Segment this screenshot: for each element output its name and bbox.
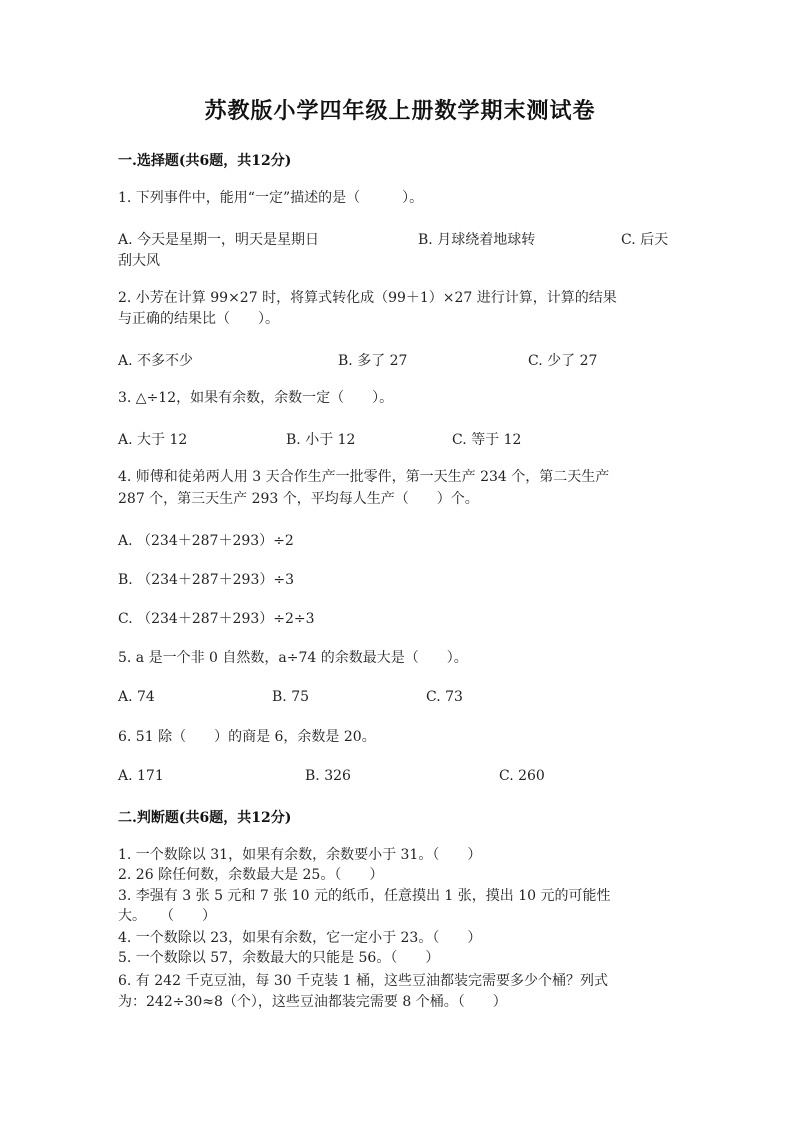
question-stem: 1. 下列事件中，能用“一定”描述的是（ ）。 bbox=[118, 190, 424, 206]
question-stem: 2. 小芳在计算 99×27 时，将算式转化成（99＋1）×27 进行计算，计算的结果 bbox=[118, 290, 617, 306]
option-b: B. 326 bbox=[305, 768, 351, 784]
option-b: B. 小于 12 bbox=[286, 432, 356, 448]
question-stem-continued: 287 个，第三天生产 293 个，平均每人生产（ ）个。 bbox=[118, 491, 479, 507]
option-a: A. 不多不少 bbox=[118, 353, 194, 369]
section-heading-choice: 一.选择题(共6题，共12分) bbox=[118, 153, 292, 169]
page-title: 苏教版小学四年级上册数学期末测试卷 bbox=[204, 98, 596, 124]
section-heading-judge: 二.判断题(共6题，共12分) bbox=[118, 810, 292, 826]
option-a: A. 171 bbox=[118, 768, 164, 784]
judge-item: 6. 有 242 千克豆油，每 30 千克装 1 桶，这些豆油都装完需要多少个桶？列式 bbox=[118, 973, 608, 989]
judge-item: 4. 一个数除以 23，如果有余数，它一定小于 23。（ ） bbox=[118, 930, 482, 946]
option-b: B. 月球绕着地球转 bbox=[418, 232, 536, 248]
option-a: A. （234＋287＋293）÷2 bbox=[118, 533, 294, 549]
option-b: B. 多了 27 bbox=[338, 353, 408, 369]
question-stem: 4. 师傅和徒弟两人用 3 天合作生产一批零件，第一天生产 234 个，第二天生产 bbox=[118, 469, 610, 485]
option-b: B. （234＋287＋293）÷3 bbox=[118, 572, 294, 588]
judge-item-continued: 为：242÷30≈8（个），这些豆油都装完需要 8 个桶。（ ） bbox=[118, 994, 507, 1010]
option-a: A. 今天是星期一，明天是星期日 bbox=[118, 232, 320, 248]
judge-item-continued: 大。 （ ） bbox=[118, 908, 216, 924]
question-stem: 6. 51 除（ ）的商是 6，余数是 20。 bbox=[118, 729, 376, 745]
option-c: C. 等于 12 bbox=[452, 432, 522, 448]
question-stem: 5. a 是一个非 0 自然数，a÷74 的余数最大是（ ）。 bbox=[118, 650, 468, 666]
option-c-continued: 刮大风 bbox=[118, 253, 160, 269]
option-c: C. 73 bbox=[426, 689, 463, 705]
option-c: C. （234＋287＋293）÷2÷3 bbox=[118, 611, 315, 627]
question-stem-continued: 与正确的结果比（ ）。 bbox=[118, 311, 279, 327]
judge-item: 2. 26 除任何数，余数最大是 25。（ ） bbox=[118, 867, 384, 883]
option-a: A. 74 bbox=[118, 689, 155, 705]
judge-item: 5. 一个数除以 57，余数最大的只能是 56。（ ） bbox=[118, 950, 440, 966]
option-c: C. 后天 bbox=[621, 232, 669, 248]
option-b: B. 75 bbox=[272, 689, 310, 705]
option-a: A. 大于 12 bbox=[118, 432, 188, 448]
judge-item: 1. 一个数除以 31，如果有余数，余数要小于 31。（ ） bbox=[118, 847, 482, 863]
question-stem: 3. △÷12，如果有余数，余数一定（ ）。 bbox=[118, 390, 394, 406]
option-c: C. 少了 27 bbox=[528, 353, 598, 369]
judge-item: 3. 李强有 3 张 5 元和 7 张 10 元的纸币，任意摸出 1 张，摸出 10 元的可能性 bbox=[118, 888, 611, 904]
option-c: C. 260 bbox=[499, 768, 545, 784]
